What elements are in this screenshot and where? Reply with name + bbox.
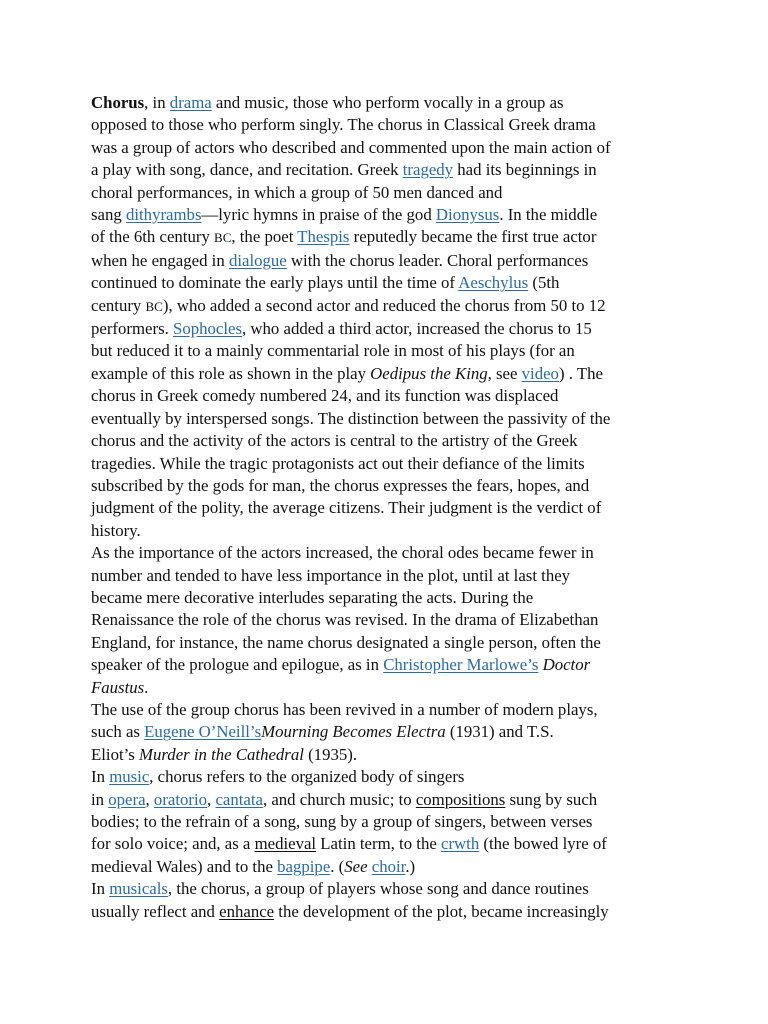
text-run: , [145,789,154,809]
text-line [91,609,691,631]
italic-text: Oedipus the King, [370,363,492,383]
text-line [91,114,691,136]
text-run: a play with song, dance, and recitation. Greek [91,160,403,180]
text-line [91,250,691,272]
text-line [91,137,691,159]
link[interactable]: Eugene O’Neill’s [144,722,262,742]
link[interactable]: bagpipe [277,856,331,876]
text-run: the development of the plot, became increasingly [274,901,609,921]
text-run: (1935). [303,744,358,764]
text-line [91,833,691,855]
text-line [91,385,691,407]
text-run: reputedly became the first true actor [349,227,597,247]
link[interactable]: oratorio [153,789,208,809]
text-run: bodies; to the refrain of a song, sung by a group of singers, between verses [91,812,593,831]
text-run: tragedies. While the tragic protagonists act out their defiance of the limits [91,453,585,473]
text-run: history. [91,520,141,540]
small-caps-text: BC [214,230,232,246]
text-line [91,430,691,452]
text-run: with the chorus leader. Choral performances [286,250,589,270]
text-line [91,453,691,475]
link[interactable]: opera [108,789,146,809]
text-run: The use of the group chorus has been revived in a number of modern plays, [91,699,598,719]
text-line [91,272,691,294]
text-run: . In the middle [499,205,598,225]
text-line [91,295,691,318]
link[interactable]: dialogue [228,250,287,270]
text-run: chorus and the activity of the actors is central to the artistry of the Greek [91,431,578,451]
link[interactable]: compositions [415,789,506,809]
text-line [91,744,691,766]
text-run: but reduced it to a mainly commentarial role in most of his plays (for an [91,341,575,361]
link[interactable]: medieval [254,834,317,854]
text-run: , the poet [231,227,298,247]
link[interactable]: choir [371,856,406,876]
link[interactable]: cantata [215,789,263,809]
text-line [91,204,691,226]
text-run: sang [91,205,126,225]
text-run: , and church music; to [262,789,416,809]
italic-text: Murder in the Cathedral [139,744,304,764]
text-run: , who added a third actor, increased the chorus to 15 [242,319,592,339]
link[interactable]: Thespis [297,227,350,247]
link[interactable]: dithyrambs [125,205,202,225]
link[interactable]: Sophocles [173,319,243,339]
text-line [91,363,691,385]
text-run: , chorus refers to the organized body of singers [149,767,465,787]
text-run: In [91,879,110,899]
text-run: Latin term, to the [316,834,441,854]
text-run: continued to dominate the early plays until the time of [91,273,459,293]
text-line [91,340,691,362]
link[interactable]: enhance [219,901,275,921]
text-line [91,565,691,587]
text-line [91,159,691,181]
text-line [91,901,691,923]
text-run: As the importance of the actors increased, the choral odes became fewer in [91,543,594,563]
text-run: century [91,295,146,315]
text-run: sung by such [505,789,598,809]
text-line [91,542,691,564]
article-body [91,92,691,923]
text-line [91,856,691,878]
link[interactable]: music [109,767,150,787]
link[interactable]: Dionysus [435,205,500,225]
text-line [91,92,691,114]
text-line [91,789,691,811]
text-run: for solo voice; and, as a [91,834,255,854]
text-run: example of this role as shown in the play [91,363,371,383]
link[interactable]: musicals [109,879,168,899]
text-run: ), who added a second actor and reduced the chorus from 50 to 12 [162,295,606,315]
text-run: number and tended to have less importance in the plot, until at last they [91,565,571,585]
text-line [91,226,691,249]
term-heading: Chorus [91,93,145,112]
text-run: speaker of the prologue and epilogue, as in [91,655,384,675]
text-line [91,182,691,204]
text-run: In [91,767,110,787]
text-run: (5th [528,273,560,293]
link[interactable]: drama [169,93,212,112]
link[interactable]: video [521,363,559,383]
text-run: , in [144,93,170,112]
text-run: (1931) and T.S. [445,722,554,742]
link[interactable]: Christopher Marlowe’s [383,655,539,675]
text-run: Renaissance the role of the chorus was revised. In the drama of Elizabethan [91,610,599,630]
italic-text: Doctor [542,655,591,675]
text-run: in [91,789,109,809]
text-run: , the chorus, a group of players whose song and dance routines [167,879,589,899]
text-run: —lyric hymns in praise of the god [201,205,436,225]
text-line [91,654,691,676]
text-line [91,520,691,542]
link[interactable]: Aeschylus [458,273,529,293]
text-run: judgment of the polity, the average citizens. Their judgment is the verdict of [91,498,602,518]
text-line [91,475,691,497]
text-run: performers. [91,319,174,339]
text-line [91,811,691,833]
text-line [91,408,691,430]
text-run: .) [405,856,416,876]
text-line [91,497,691,519]
text-run: eventually by interspersed songs. The distinction between the passivity of the [91,408,611,428]
italic-text: See [344,856,368,876]
text-line [91,318,691,340]
small-caps-text: BC [145,298,163,314]
text-run: had its beginnings in [453,160,597,180]
text-run: such as [91,722,145,742]
italic-text: Faustus [91,677,145,697]
text-run: England, for instance, the name chorus designated a single person, often the [91,632,601,652]
text-run: became mere decorative interludes separating the acts. During the [91,587,534,607]
text-run: medieval Wales) and to the [91,856,278,876]
text-line [91,632,691,654]
text-run: when he engaged in [91,250,229,270]
text-line [91,587,691,609]
text-run: . ( [330,856,345,876]
text-run: chorus in Greek comedy numbered 24, and its function was displaced [91,386,559,406]
text-run: subscribed by the gods for man, the chorus expresses the fears, hopes, and [91,475,590,495]
text-line [91,699,691,721]
text-run: Eliot’s [91,744,140,764]
link[interactable]: crwth [441,834,480,854]
text-run: . [144,677,149,697]
text-line [91,766,691,788]
text-run: see [491,363,522,383]
text-line [91,677,691,699]
text-run: and music, those who perform vocally in a group as [211,93,564,112]
text-run: , [207,789,216,809]
text-line [91,878,691,900]
text-line [91,721,691,743]
text-run: ) . The [558,363,603,383]
text-run: (the bowed lyre of [479,834,607,854]
text-run: opposed to those who perform singly. The chorus in Classical Greek drama [91,115,596,135]
text-run: of the 6th century [91,227,215,247]
text-run: was a group of actors who described and commented upon the main action of [91,137,611,157]
text-run: usually reflect and [91,901,220,921]
italic-text: Mourning Becomes Electra [261,722,446,742]
text-run: choral performances, in which a group of 50 men danced and [91,182,503,202]
link[interactable]: tragedy [402,160,454,180]
